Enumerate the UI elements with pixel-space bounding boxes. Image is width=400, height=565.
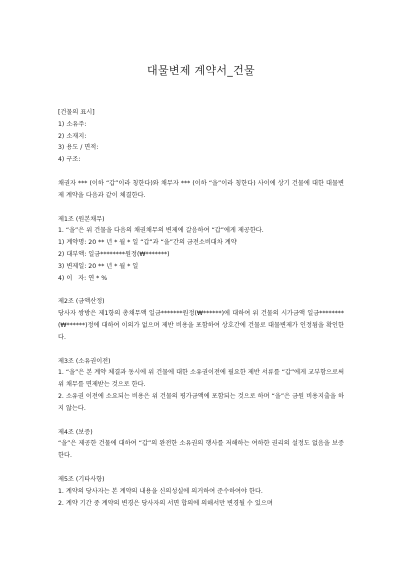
article-line: 4) 이 자: 연 * % (58, 274, 108, 282)
article-5 (58, 474, 344, 509)
article-4 (58, 427, 344, 462)
article-heading: 제2조 (금액산정) (58, 298, 105, 306)
property-item-owner: 1) 소유주: (58, 120, 87, 128)
article-1 (58, 214, 344, 285)
property-item-use-area: 3) 용도 / 면적: (58, 144, 99, 152)
article-heading: 제1조 (원본채무) (58, 215, 105, 223)
document-title: 대물변제 계약서_건물 (147, 64, 255, 77)
article-paragraph: 1. “을”은 본 계약 체결과 동시에 위 건물에 대한 소유권이전에 필요한 제반 서류를 “갑”에게 교부함으로써 위 채무를 면제받는 것으로 한다. (58, 369, 344, 389)
property-section (58, 107, 344, 166)
article-heading: 제4조 (보증) (58, 428, 93, 436)
article-line: 3) 변제일: 20 ** 년 * 월 * 일 (58, 262, 139, 270)
article-3 (58, 356, 344, 415)
property-header: [건물의 표시] (58, 109, 95, 116)
article-heading: 제5조 (기타사항) (58, 475, 105, 483)
property-item-structure: 4) 구조: (58, 156, 81, 164)
article-paragraph: 당사자 쌍방은 제1항의 총채무액 일금*******원정(₩******)에 대하여 위 건물의 시가금액 일금********(₩******)정에 대하여 이의가 없으며 제반 비용을 포함하여 상호간에 건물로 대물변제가 인정됨을 확인한다. (58, 310, 344, 341)
intro-paragraph: 채권자 *** (이하 “갑”이라 칭한다)와 채무자 *** (이하 “을”이라 칭한다) 사이에 상기 건물에 대한 대물변제 계약을 다음과 같이 체결한다. (58, 179, 344, 199)
article-paragraph: 2. 계약 기간 중 계약의 변경은 당사자의 서면 합의에 의해서만 변경될 수 있으며 (58, 499, 273, 507)
property-item-location: 2) 소재지: (58, 132, 87, 140)
article-2 (58, 296, 344, 343)
article-line: 1. “을”은 위 건물을 다음의 채권채무의 변제에 갈음하여 “갑”에게 제공한다. (58, 227, 264, 235)
article-paragraph: 1. 계약의 당사자는 본 계약의 내용을 신의성실에 의거하여 준수하여야 한다. (58, 487, 263, 495)
article-paragraph: 2. 소유권 이전에 소요되는 비용은 위 건물의 평가금액에 포함되는 것으로 하며 “을”은 금원 비용지출을 하지 않는다. (58, 392, 344, 412)
article-line: 1) 계약명: 20 ** 년 * 월 * 일 “갑”과 “을”간의 금전소비대차 계약 (58, 239, 237, 247)
article-line: 2) 대부액: 일금********원정(₩*******) (58, 250, 170, 258)
article-heading: 제3조 (소유권이전) (58, 357, 111, 365)
article-paragraph: “을”은 제공한 건물에 대하여 “갑”의 완전한 소유권의 행사를 저해하는 여하한 권리의 설정도 없음을 보증한다. (58, 440, 344, 460)
